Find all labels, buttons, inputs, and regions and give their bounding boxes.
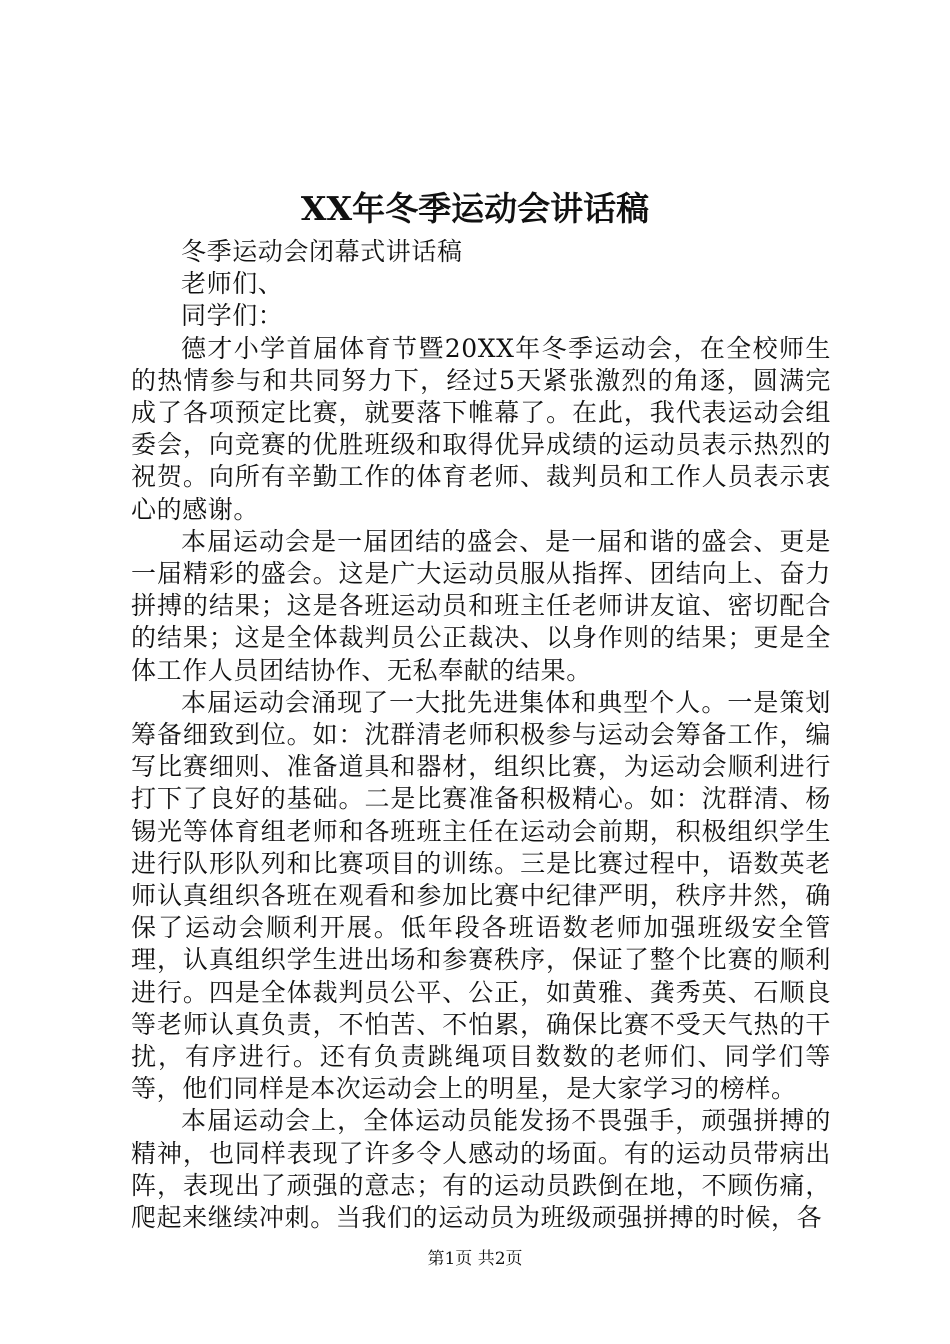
page-footer: 第1页 共2页 bbox=[427, 1249, 523, 1269]
salutation-teachers: 老师们、 bbox=[181, 269, 284, 299]
body-paragraph: 本届运动会涌现了一大批先进集体和典型个人。一是策划筹备细致到位。如：沈群清老师积极参与运动会筹备工作，编写比赛细则、准备道具和器材，组织比赛，为运动会顺利进行打下了良好的基础。二是比赛准备积极精心。如：沈群清、杨锡光等体育组老师和各班班主任在运动会前期，积极组织学生进行队形队列和比赛项目的训练。三是比赛过程中，语数英老师认真组织各班在观看和参加比赛中纪律严明，秩序井然，确保了运动会顺利开展。低年段各班语数老师加强班级安全管理，认真组织学生进出场和参赛秩序，保证了整个比赛的顺利进行。四是全体裁判员公平、公正，如黄雅、龚秀英、石顺良等老师认真负责，不怕苦、不怕累，确保比赛不受天气热的干扰，有序进行。还有负责跳绳项目数数的老师们、同学们等等，他们同样是本次运动会上的明星，是大家学习的榜样。 bbox=[131, 687, 831, 1104]
subtitle-paragraph: 冬季运动会闭幕式讲话稿 bbox=[181, 237, 463, 266]
body-paragraph: 本届运动会是一届团结的盛会、是一届和谐的盛会、更是一届精彩的盛会。这是广大运动员服从指挥、团结向上、奋力拼搏的结果；这是各班运动员和班主任老师讲友谊、密切配合的结果；这是全体裁判员公正裁决、以身作则的结果；更是全体工作人员团结协作、无私奉献的结果。 bbox=[131, 526, 831, 685]
body-paragraph: 德才小学首届体育节暨20XX年冬季运动会，在全校师生的热情参与和共同努力下，经过5天紧张激烈的角逐，圆满完成了各项预定比赛，就要落下帷幕了。在此，我代表运动会组委会，向竞赛的优胜班级和取得优异成绩的运动员表示热烈的祝贺。向所有辛勤工作的体育老师、裁判员和工作人员表示衷心的感谢。 bbox=[131, 333, 831, 524]
document-body bbox=[131, 236, 831, 1234]
salutation-students: 同学们： bbox=[181, 301, 284, 331]
document-title: XX年冬季运动会讲话稿 bbox=[300, 189, 650, 228]
body-paragraph: 本届运动会上，全体运动员能发扬不畏强手，顽强拼搏的精神，也同样表现了许多令人感动的场面。有的运动员带病出阵，表现出了顽强的意志；有的运动员跌倒在地，不顾伤痛，爬起来继续冲刺。当我们的运动员为班级顽强拼搏的时候，各 bbox=[131, 1106, 831, 1233]
